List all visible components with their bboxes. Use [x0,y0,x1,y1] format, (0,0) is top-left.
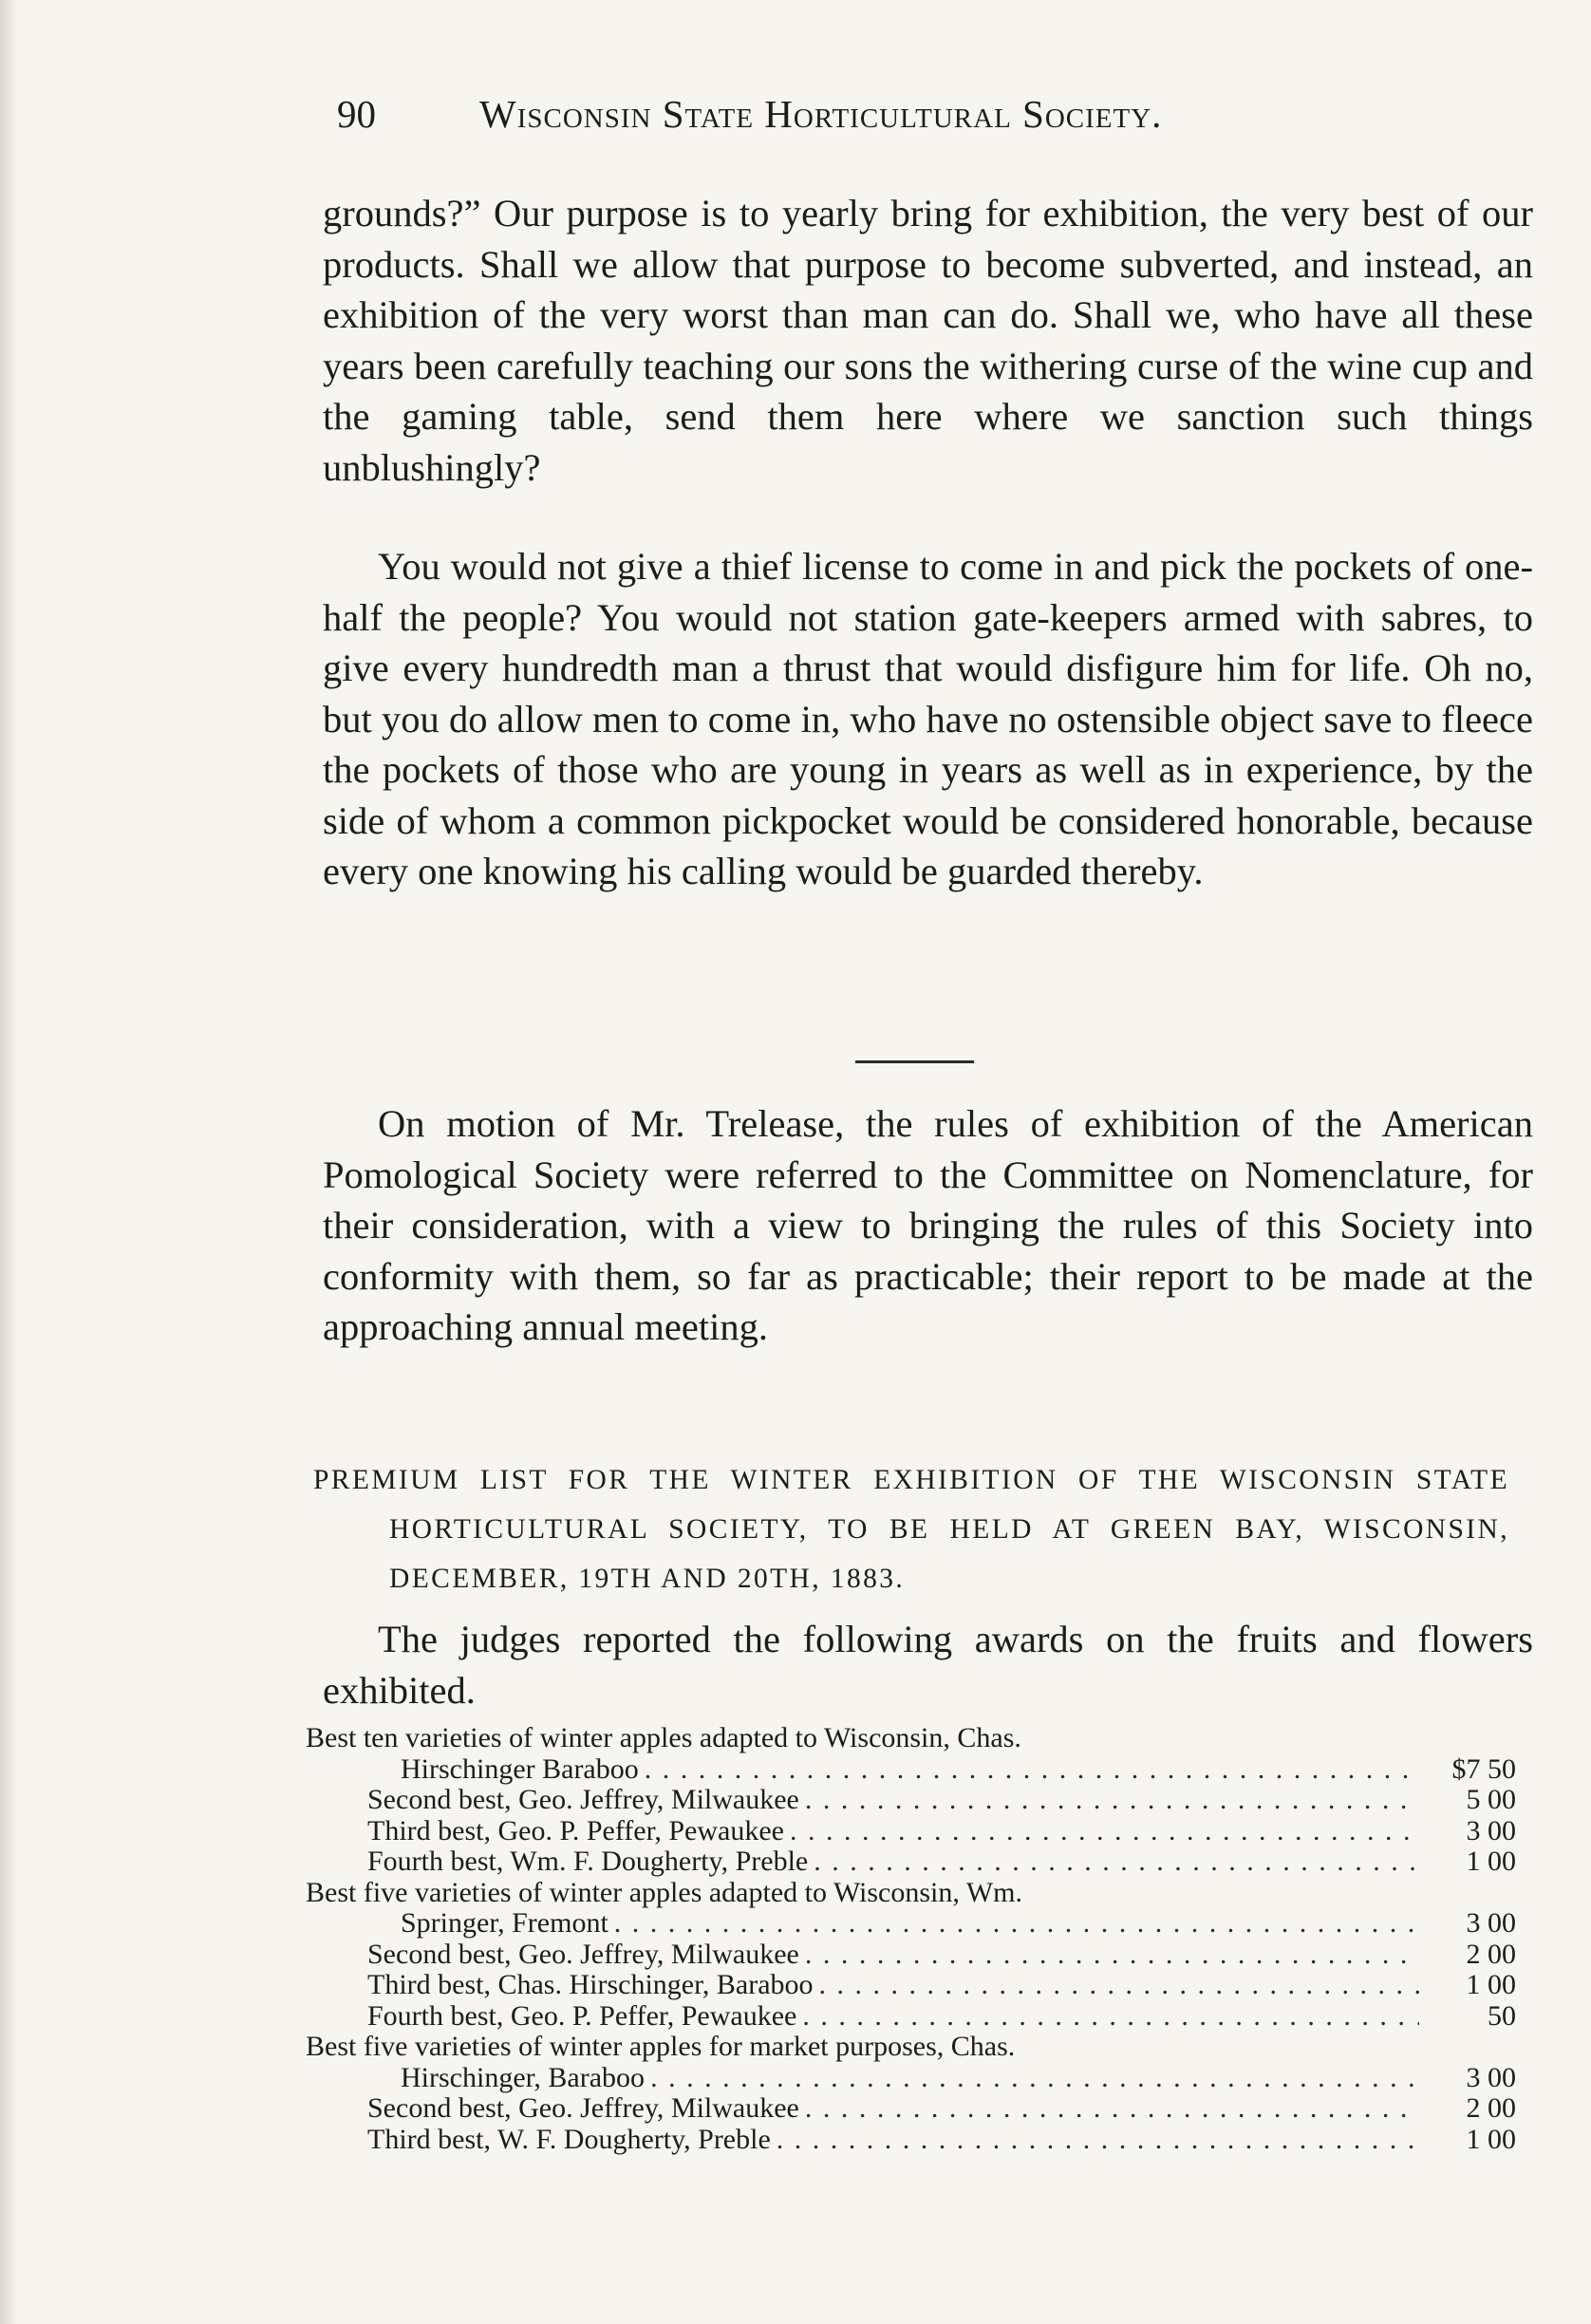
award-entry [306,2125,1516,2156]
award-amount: 3 00 [1466,1814,1516,1846]
award-amount: 1 00 [1466,1846,1516,1877]
award-category-text: Hirschinger Baraboo [401,1752,639,1785]
award-entry [306,1970,1516,2001]
award-entry-text: Fourth best, Wm. F. Dougherty, Preble [367,1846,809,1877]
award-amount: 50 [1488,1999,1516,2032]
paragraph-2 [323,541,1533,897]
award-amount: 3 00 [1466,2061,1516,2093]
paragraph-text: grounds?” Our purpose is to yearly bring for exhibition, the very best of our products. Shall we allow that purpose to become subverted, and instead, an exhibition of the very worst than man can do. Shall we, who have all these years been carefully teaching our sons the withering curse of the wine cup and the gaming table, send them here where we sanction such things unblushingly? [323,192,1533,489]
running-head [337,91,1391,148]
awards-intro [323,1614,1533,1715]
award-amount: $7 50 [1451,1752,1516,1785]
award-amount: 2 00 [1466,1938,1516,1970]
award-amount: 3 00 [1466,1907,1516,1939]
award-entry-text: Third best, Chas. Hirschinger, Baraboo [367,1969,814,2000]
award-amount: 2 00 [1466,2092,1516,2124]
awards-list [306,1723,1516,2155]
paragraph-text: You would not give a thief license to come in and pick the pockets of one-half the people? You would not station gate-keepers armed with sabres, to give every hundredth man a thrust that would disfigure him for life. Oh no, but you do allow men to come in, who have no ostensible object save to fleece the pockets of those who are young in years as well as in experience, by the side of whom a common pickpocket would be considered honorable, because every one knowing his calling would be guarded thereby. [323,545,1533,892]
page-edge-shadow [0,0,17,2324]
section-divider-rule [855,1060,974,1063]
running-head-title: Wisconsin State Horticultural Society. [479,92,1163,136]
award-entry [306,1940,1516,1971]
award-entry [306,1754,1516,1786]
dot-leader [614,1908,1419,1940]
award-entry-text: Second best, Geo. Jeffrey, Milwaukee [367,2092,799,2124]
award-entry-text: Second best, Geo. Jeffrey, Milwaukee [367,1938,799,1970]
dot-leader [790,1816,1419,1847]
award-entry [306,2001,1516,2033]
award-category-line [306,1723,1516,1754]
award-entry [306,2063,1516,2094]
dot-leader [805,2093,1419,2125]
award-category-text: Best ten varieties of winter apples adapted to Wisconsin, Chas. [306,1722,1021,1753]
dot-leader [802,2001,1419,2033]
award-entry [306,1846,1516,1878]
award-entry-text: Third best, Geo. P. Peffer, Pewaukee [367,1814,784,1846]
dot-leader [814,1846,1419,1878]
award-category-line [306,1878,1516,1909]
award-amount: 1 00 [1466,1969,1516,2000]
premium-list-heading: PREMIUM LIST FOR THE WINTER EXHIBITION OF THE WISCONSIN STATE HORTICULTURAL SOCIETY, TO BE HELD AT GREEN BAY, WISCONSIN, DECEMBER, 19TH AND 20TH, 1883. [313,1465,1509,1594]
award-amount: 5 00 [1466,1784,1516,1815]
dot-leader [777,2125,1419,2156]
award-entry [306,1816,1516,1847]
award-entry [306,1785,1516,1816]
dot-leader [805,1940,1419,1971]
paragraph-text: The judges reported the following awards on the fruits and flowers exhibited. [323,1618,1533,1712]
award-entry [306,2093,1516,2125]
award-entry [306,1908,1516,1940]
dot-leader [650,2063,1419,2094]
paragraph-1 [323,188,1533,493]
award-category-text: Best five varieties of winter apples for market purposes, Chas. [306,2031,1016,2062]
dot-leader [805,1785,1419,1816]
award-category-line [306,2032,1516,2063]
award-amount: 1 00 [1466,2123,1516,2155]
dot-leader [819,1970,1419,2001]
award-category-text: Springer, Fremont [401,1907,608,1939]
paragraph-3 [323,1098,1533,1353]
dot-leader [645,1754,1419,1786]
award-entry-text: Third best, W. F. Dougherty, Preble [367,2123,771,2155]
award-category-text: Hirschinger, Baraboo [401,2061,646,2093]
award-entry-text: Second best, Geo. Jeffrey, Milwaukee [367,1784,799,1815]
page-number: 90 [337,92,376,136]
paragraph-text: On motion of Mr. Trelease, the rules of exhibition of the American Pomological Society were referred to the Committee on Nomenclature, for their consideration, with a view to bringing the rules of this Society into conformity with them, so far as practicable; their report to be made at the approaching annual meeting. [323,1102,1533,1348]
award-entry-text: Fourth best, Geo. P. Peffer, Pewaukee [367,1999,797,2032]
award-category-text: Best five varieties of winter apples adapted to Wisconsin, Wm. [306,1876,1022,1908]
